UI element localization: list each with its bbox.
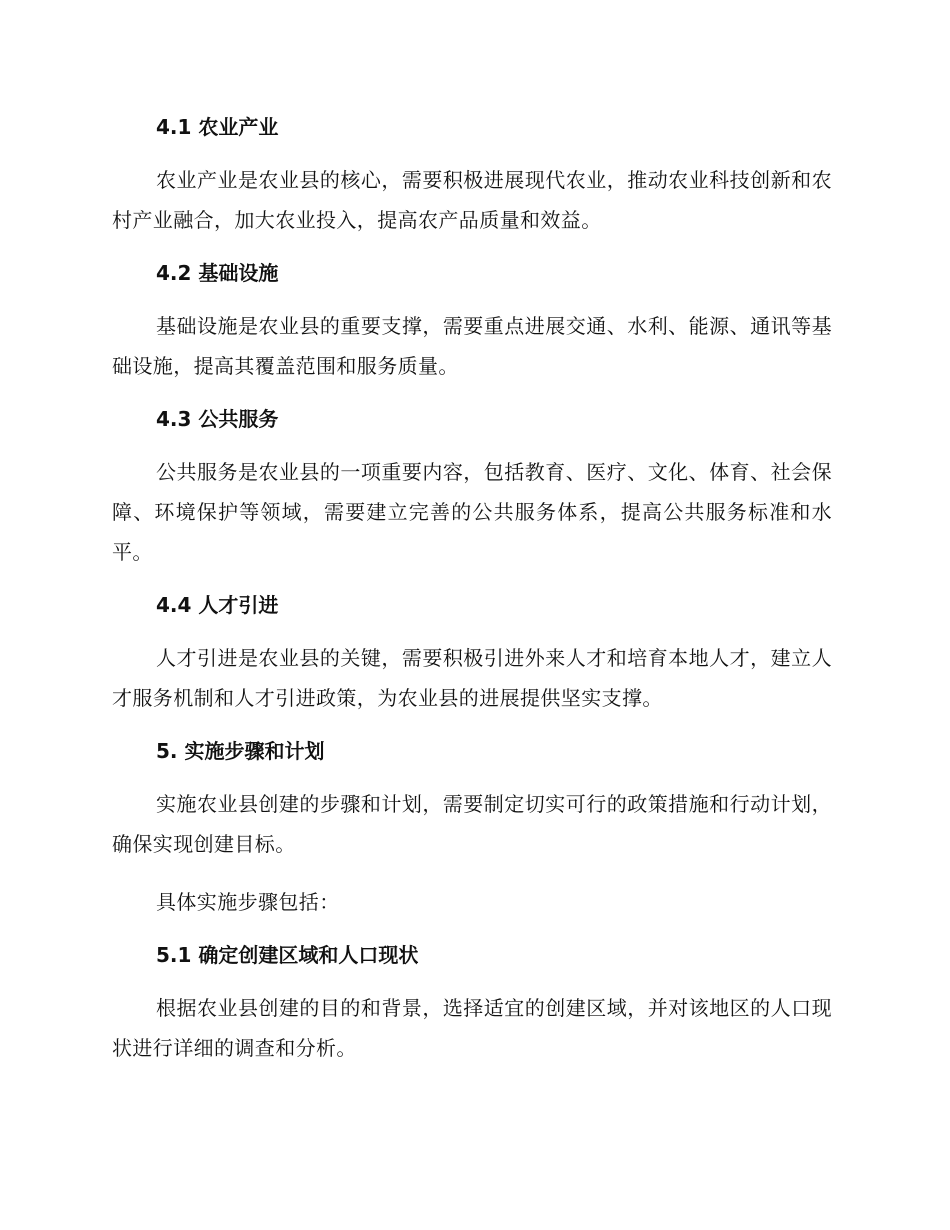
section-heading-4-2: 4.2 基础设施 — [156, 261, 279, 285]
section-paragraph-4-2: 基础设施是农业县的重要支撑，需要重点进展交通、水利、能源、通讯等基础设施，提高其覆盖范围和服务质量。 — [112, 314, 832, 378]
section-heading-4-3: 4.3 公共服务 — [156, 407, 279, 431]
section-paragraph-5-1: 根据农业县创建的目的和背景，选择适宜的创建区域，并对该地区的人口现状进行详细的调查和分析。 — [112, 996, 832, 1060]
section-paragraph-5: 实施农业县创建的步骤和计划，需要制定切实可行的政策措施和行动计划，确保实现创建目标。 — [112, 792, 832, 856]
section-heading-5: 5. 实施步骤和计划 — [156, 739, 325, 763]
section-paragraph-4-4: 人才引进是农业县的关键，需要积极引进外来人才和培育本地人才，建立人才服务机制和人才引进政策，为农业县的进展提供坚实支撑。 — [112, 646, 832, 710]
section-heading-5-1: 5.1 确定创建区域和人口现状 — [156, 943, 419, 967]
section-paragraph-4-1: 农业产业是农业县的核心，需要积极进展现代农业，推动农业科技创新和农村产业融合，加大农业投入，提高农产品质量和效益。 — [112, 168, 832, 232]
section-paragraph-5-steps: 具体实施步骤包括： — [156, 890, 340, 914]
document-page — [112, 112, 832, 1086]
section-heading-4-1: 4.1 农业产业 — [156, 115, 279, 139]
section-heading-4-4: 4.4 人才引进 — [156, 593, 279, 617]
section-paragraph-4-3: 公共服务是农业县的一项重要内容，包括教育、医疗、文化、体育、社会保障、环境保护等领域，需要建立完善的公共服务体系，提高公共服务标准和水平。 — [112, 460, 832, 564]
